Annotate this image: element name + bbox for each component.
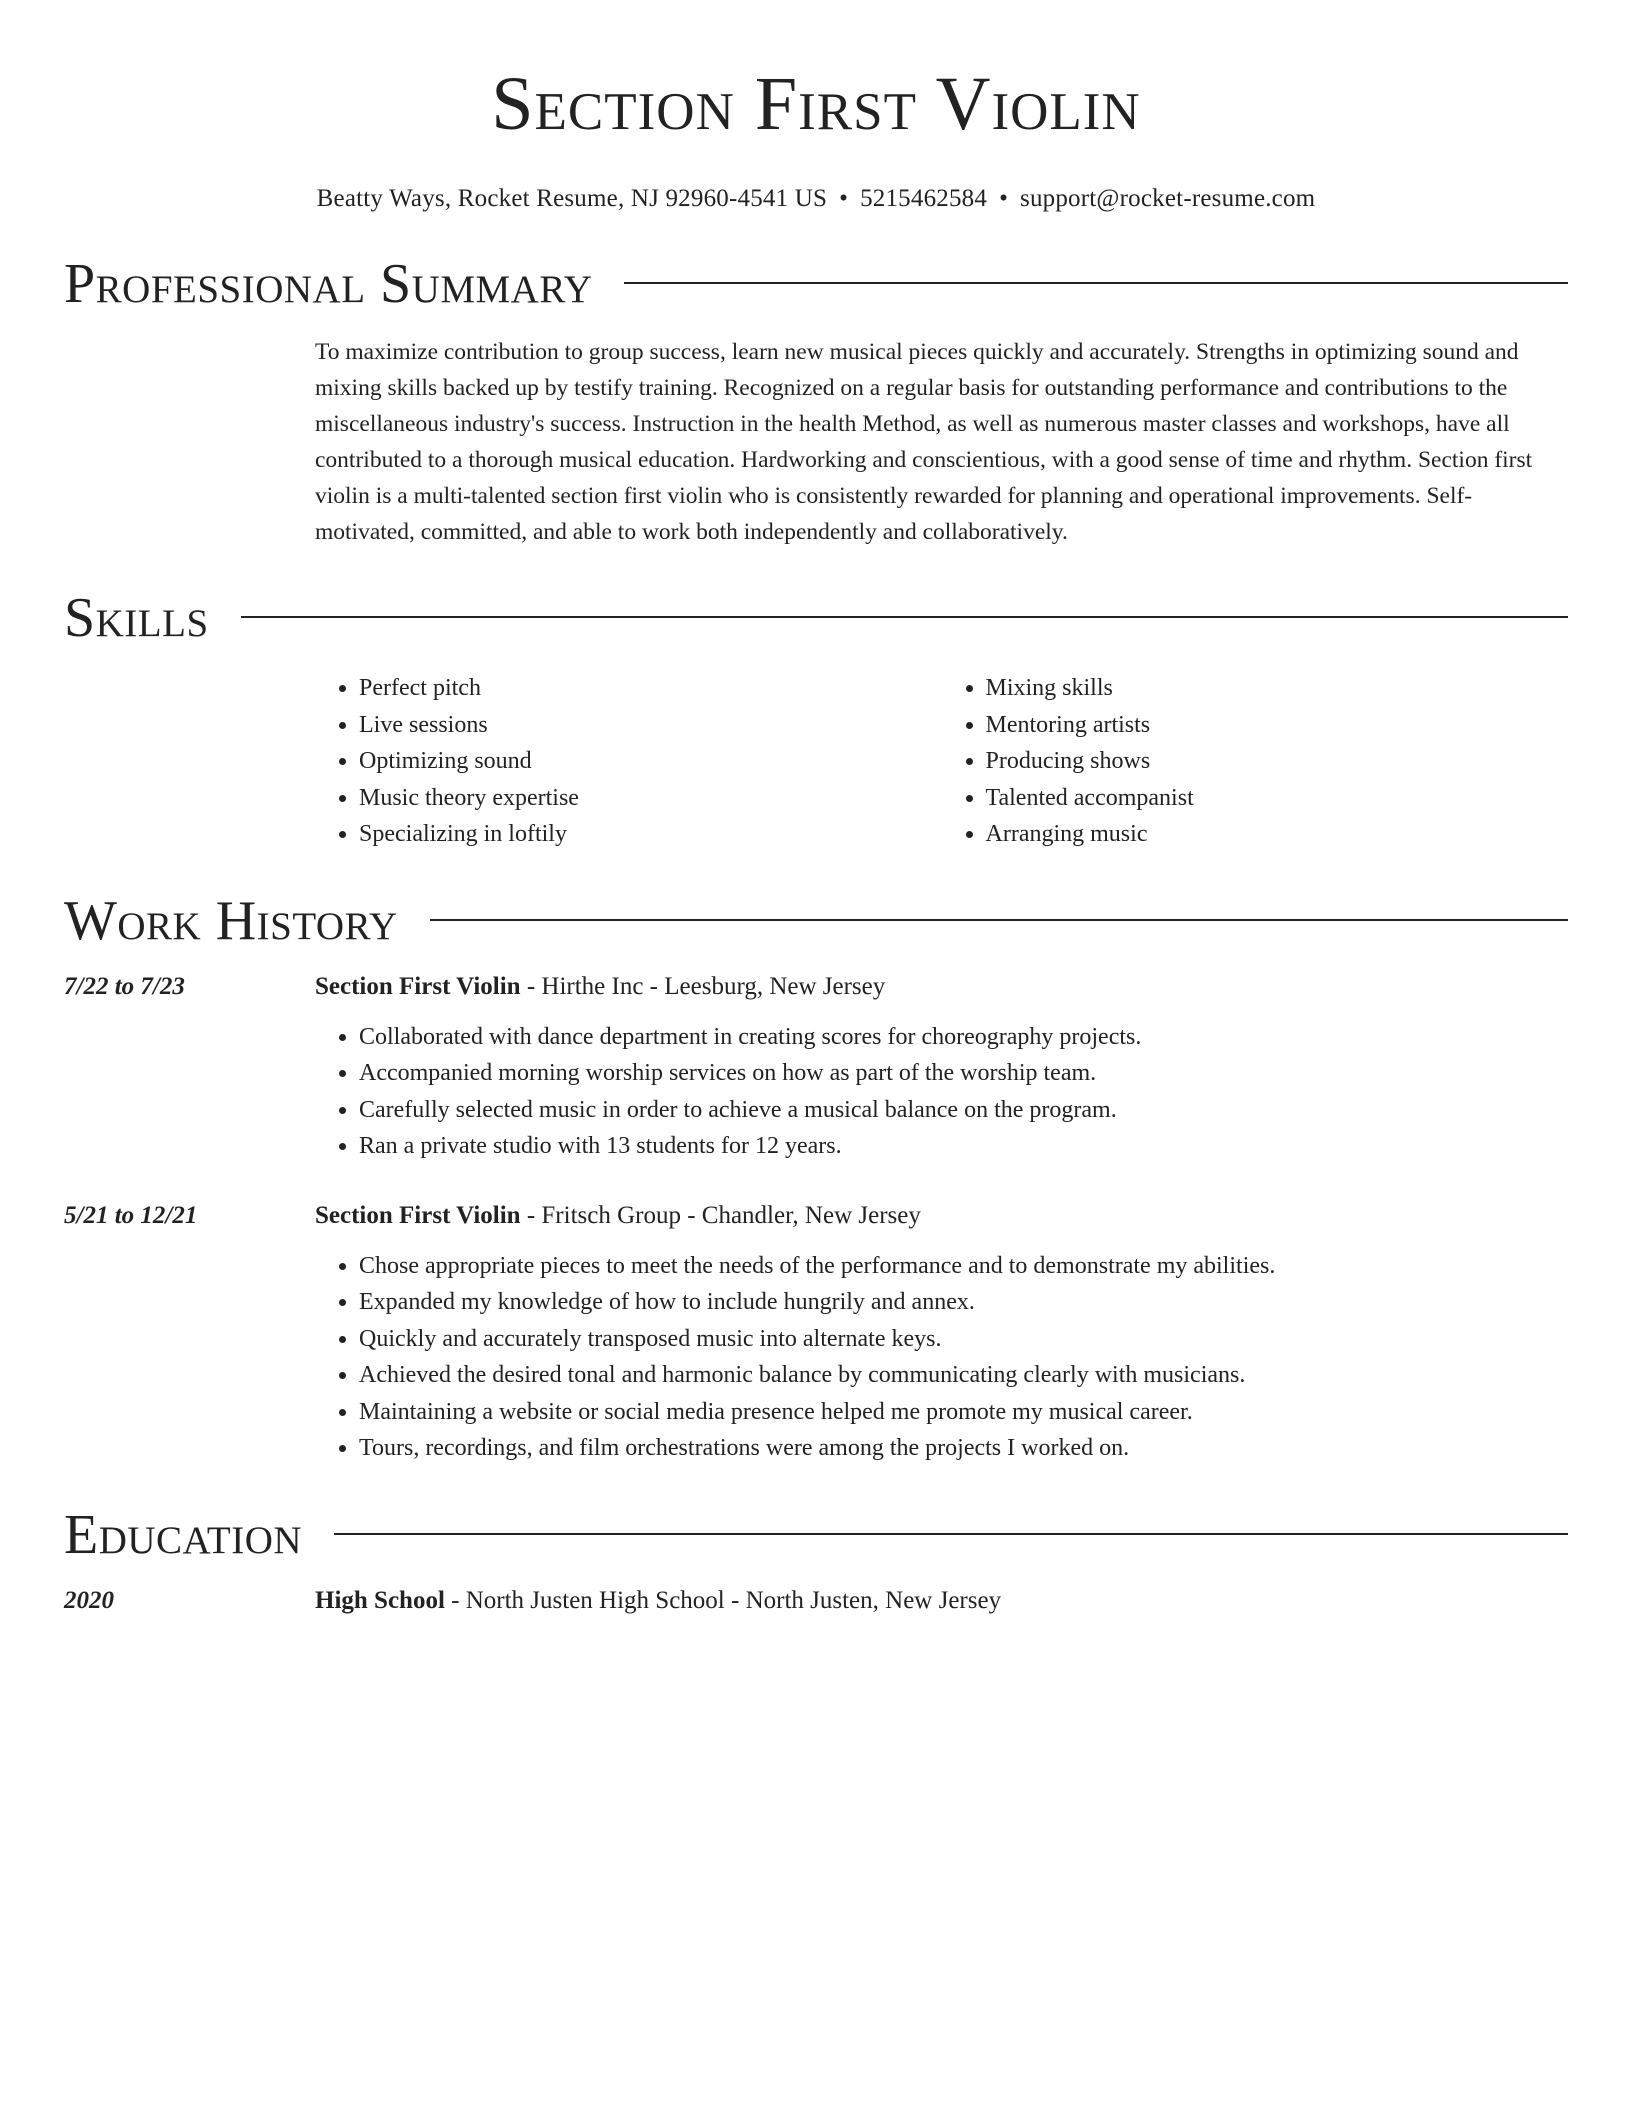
education-section-header <box>64 1505 1568 1565</box>
education-details: - North Justen High School - North Justen, New Jersey <box>444 1586 1002 1614</box>
section-divider <box>430 919 1568 921</box>
skill-item: • Specializing in loftily <box>359 816 942 853</box>
skill-item: • Mentoring artists <box>986 707 1569 744</box>
job-bullet: • Tours, recordings, and film orchestrations were among the projects I worked on. <box>359 1430 1568 1467</box>
summary-text: To maximize contribution to group success, learn new musical pieces quickly and accurately. Strengths in optimizing sound and mixing skills backed up by testify training. Recognized on a regular basis for outstanding performance and contributions to the miscellaneous industry's success. Instruction in the health Method, as well as numerous master classes and workshops, have all contributed to a thorough musical education. Hardworking and conscientious, with a good sense of time and rhythm. Section first violin is a multi-talented section first violin who is consistently rewarded for planning and operational improvements. Self-motivated, committed, and able to work both independently and collaboratively. <box>315 339 1533 545</box>
job-body <box>315 969 1568 1165</box>
section-divider <box>241 616 1568 618</box>
job-entry <box>64 1198 1568 1467</box>
education-year: 2020 <box>64 1586 114 1614</box>
summary-left-spacer <box>64 334 315 550</box>
job-bullet: • Accompanied morning worship services on how as part of the worship team. <box>359 1055 1568 1092</box>
job-bullet: • Carefully selected music in order to achieve a musical balance on the program. <box>359 1092 1568 1129</box>
summary-heading: Professional Summary <box>64 253 593 315</box>
job-heading <box>315 969 1568 1005</box>
job-body <box>315 1198 1568 1467</box>
contact-line <box>64 182 1568 216</box>
contact-phone: 5215462584 <box>860 185 988 212</box>
job-dates: 5/21 to 12/21 <box>64 1201 198 1229</box>
skills-list-left <box>315 670 942 853</box>
resume-name: Section First Violin <box>491 62 1141 146</box>
education-heading: Education <box>64 1503 303 1566</box>
skill-item: • Talented accompanist <box>986 780 1569 817</box>
skill-item: • Live sessions <box>359 707 942 744</box>
job-heading <box>315 1198 1568 1234</box>
job-bullets <box>315 1019 1568 1165</box>
skill-item: • Producing shows <box>986 743 1569 780</box>
skill-item: • Mixing skills <box>986 670 1569 707</box>
section-divider <box>624 282 1568 284</box>
education-degree: High School <box>315 1586 445 1614</box>
job-bullet: • Ran a private studio with 13 students for 12 years. <box>359 1128 1568 1165</box>
job-bullet: • Collaborated with dance department in creating scores for choreography projects. <box>359 1019 1568 1056</box>
job-details: - Fritsch Group - Chandler, New Jersey <box>520 1201 921 1229</box>
education-body <box>315 1583 1568 1619</box>
summary-row <box>64 334 1568 550</box>
skills-list-right <box>942 670 1569 853</box>
summary-body <box>315 334 1568 550</box>
job-bullet: • Maintaining a website or social media presence helped me promote my musical career. <box>359 1394 1568 1431</box>
work-section-header <box>64 891 1568 951</box>
job-title: Section First Violin <box>315 1201 521 1229</box>
skills-section-header <box>64 588 1568 648</box>
section-divider <box>334 1533 1568 1535</box>
skills-body <box>315 670 1568 853</box>
education-entry <box>64 1583 1568 1619</box>
job-title: Section First Violin <box>315 972 521 1000</box>
skill-item: • Perfect pitch <box>359 670 942 707</box>
contact-separator: • <box>839 185 849 212</box>
skills-heading: Skills <box>64 587 209 649</box>
job-bullet: • Expanded my knowledge of how to include hungrily and annex. <box>359 1284 1568 1321</box>
skill-item: • Music theory expertise <box>359 780 942 817</box>
education-heading-line <box>315 1583 1568 1619</box>
job-bullet: • Achieved the desired tonal and harmonic balance by communicating clearly with musicians. <box>359 1357 1568 1394</box>
job-bullet: • Chose appropriate pieces to meet the needs of the performance and to demonstrate my abilities. <box>359 1248 1568 1285</box>
job-bullet: • Quickly and accurately transposed music into alternate keys. <box>359 1321 1568 1358</box>
skills-row <box>64 670 1568 853</box>
skill-item: • Arranging music <box>986 816 1569 853</box>
contact-separator: • <box>999 185 1009 212</box>
job-details: - Hirthe Inc - Leesburg, New Jersey <box>520 972 886 1000</box>
job-bullets <box>315 1248 1568 1467</box>
work-heading: Work History <box>64 889 398 952</box>
job-entry <box>64 969 1568 1165</box>
skill-item: • Optimizing sound <box>359 743 942 780</box>
contact-address: Beatty Ways, Rocket Resume, NJ 92960-4541 US <box>316 185 828 212</box>
contact-email: support@rocket-resume.com <box>1020 185 1316 212</box>
summary-section-header <box>64 254 1568 314</box>
skills-left-spacer <box>64 670 315 853</box>
job-dates: 7/22 to 7/23 <box>64 972 185 1000</box>
